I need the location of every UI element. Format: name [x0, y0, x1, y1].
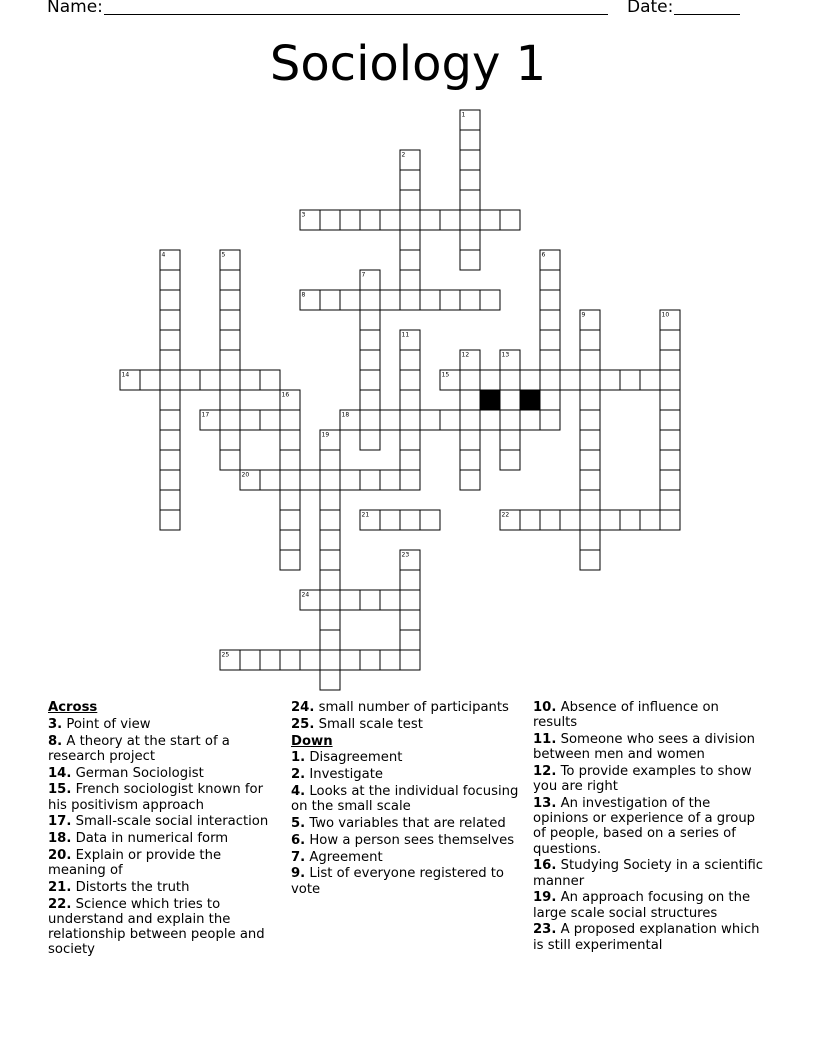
down-heading: Down	[291, 733, 333, 749]
grid-cell[interactable]	[400, 350, 420, 370]
clue-item	[291, 767, 521, 782]
clue-item-text: Distorts the truth	[71, 879, 190, 895]
grid-cell[interactable]	[580, 530, 600, 550]
grid-cell[interactable]	[460, 410, 480, 430]
grid-cell[interactable]	[540, 510, 560, 530]
grid-cell[interactable]	[340, 210, 360, 230]
clue-number: 8	[301, 291, 306, 299]
grid-cell[interactable]	[320, 570, 340, 590]
clue-item-number: 12.	[533, 764, 557, 779]
grid-cell[interactable]	[160, 330, 180, 350]
clue-number: 4	[161, 251, 166, 259]
grid-cell[interactable]	[500, 430, 520, 450]
clue-item	[291, 816, 521, 831]
clue-item-number: 11.	[533, 732, 557, 747]
clue-item-number: 17.	[48, 814, 72, 830]
clue-item-text: A theory at the start of a research project	[48, 733, 230, 764]
clue-item-number: 9.	[291, 866, 306, 882]
grid-cell[interactable]	[260, 470, 280, 490]
clue-item-text: Disagreement	[305, 750, 403, 766]
grid-cell[interactable]	[200, 370, 220, 390]
grid-cell[interactable]	[660, 350, 680, 370]
grid-cell[interactable]	[280, 410, 300, 430]
grid-cell[interactable]	[320, 590, 340, 610]
grid-cell[interactable]	[380, 410, 400, 430]
clue-number: 22	[501, 511, 510, 519]
grid-cell[interactable]	[400, 610, 420, 630]
grid-cell[interactable]	[400, 290, 420, 310]
clue-number: 1	[461, 111, 466, 119]
grid-cell[interactable]	[240, 410, 260, 430]
grid-cell[interactable]	[480, 370, 500, 390]
clue-item	[48, 831, 278, 846]
clue-item	[48, 782, 278, 812]
clue-item-text: Point of view	[62, 716, 151, 732]
grid-cell[interactable]	[660, 370, 680, 390]
grid-cell[interactable]	[560, 510, 580, 530]
clue-item-number: 10.	[533, 700, 557, 715]
grid-cell[interactable]	[400, 430, 420, 450]
clue-item-number: 16.	[533, 858, 557, 874]
clue-item-number: 24.	[291, 700, 315, 715]
clue-number: 11	[401, 331, 410, 339]
grid-cell[interactable]	[600, 510, 620, 530]
grid-cell[interactable]	[320, 610, 340, 630]
grid-cell[interactable]	[460, 250, 480, 270]
clue-item-number: 19.	[533, 890, 557, 906]
grid-cell[interactable]	[320, 290, 340, 310]
grid-cell[interactable]	[160, 410, 180, 430]
grid-cell[interactable]	[320, 650, 340, 670]
grid-cell[interactable]	[660, 470, 680, 490]
clue-item	[48, 717, 278, 732]
grid-cell[interactable]	[220, 310, 240, 330]
clue-item-text: Studying Society in a scientific manner	[533, 858, 763, 889]
clue-number: 15	[441, 371, 450, 379]
grid-block	[520, 390, 540, 410]
clue-item-text: Science which tries to understand and explain the relationship between people and society	[48, 896, 265, 958]
grid-cell[interactable]	[460, 370, 480, 390]
clue-item-number: 14.	[48, 765, 72, 781]
grid-cell[interactable]	[660, 410, 680, 430]
grid-cell[interactable]	[580, 550, 600, 570]
grid-cell[interactable]	[380, 470, 400, 490]
grid-cell[interactable]	[360, 430, 380, 450]
clue-item-number: 1.	[291, 750, 306, 766]
clue-number: 13	[501, 351, 510, 359]
grid-cell[interactable]	[260, 410, 280, 430]
clue-item-text: How a person sees themselves	[305, 832, 515, 848]
grid-cell[interactable]	[660, 490, 680, 510]
clue-item-number: 8.	[48, 733, 63, 749]
grid-cell[interactable]	[500, 390, 520, 410]
clue-number: 21	[361, 511, 370, 519]
grid-cell[interactable]	[220, 290, 240, 310]
grid-cell[interactable]	[220, 350, 240, 370]
grid-cell[interactable]	[400, 470, 420, 490]
grid-cell[interactable]	[340, 650, 360, 670]
clues-section	[0, 700, 816, 1000]
grid-cell[interactable]	[400, 390, 420, 410]
clue-item-number: 5.	[291, 815, 306, 831]
date-label: Date:	[627, 0, 674, 17]
grid-cell[interactable]	[400, 170, 420, 190]
grid-cell[interactable]	[220, 450, 240, 470]
grid-cell[interactable]	[420, 290, 440, 310]
clue-number: 17	[201, 411, 210, 419]
grid-cell[interactable]	[480, 290, 500, 310]
grid-cell[interactable]	[260, 370, 280, 390]
grid-cell[interactable]	[320, 630, 340, 650]
grid-cell[interactable]	[540, 270, 560, 290]
clue-item-text: Small-scale social interaction	[71, 814, 269, 830]
grid-cell[interactable]	[360, 590, 380, 610]
grid-cell[interactable]	[540, 410, 560, 430]
clue-item	[533, 922, 767, 952]
grid-cell[interactable]	[580, 450, 600, 470]
clue-item-text: Explain or provide the meaning of	[48, 847, 222, 879]
grid-cell[interactable]	[280, 650, 300, 670]
grid-cell[interactable]	[360, 330, 380, 350]
grid-cell[interactable]	[400, 270, 420, 290]
grid-cell[interactable]	[280, 470, 300, 490]
grid-cell[interactable]	[460, 470, 480, 490]
grid-cell[interactable]	[580, 350, 600, 370]
grid-cell[interactable]	[400, 590, 420, 610]
clue-item	[291, 866, 521, 896]
grid-cell[interactable]	[360, 470, 380, 490]
clue-item-number: 2.	[291, 767, 306, 783]
grid-cell[interactable]	[220, 330, 240, 350]
grid-cell[interactable]	[600, 370, 620, 390]
grid-cell[interactable]	[360, 410, 380, 430]
grid-cell[interactable]	[540, 310, 560, 330]
grid-cell[interactable]	[220, 430, 240, 450]
grid-cell[interactable]	[360, 290, 380, 310]
grid-cell[interactable]	[360, 390, 380, 410]
grid-cell[interactable]	[380, 290, 400, 310]
grid-cell[interactable]	[540, 330, 560, 350]
grid-cell[interactable]	[400, 570, 420, 590]
grid-cell[interactable]	[240, 370, 260, 390]
grid-cell[interactable]	[160, 290, 180, 310]
grid-cell[interactable]	[380, 590, 400, 610]
clue-item-number: 21.	[48, 879, 72, 895]
clue-item-text: Data in numerical form	[71, 831, 229, 847]
grid-cell[interactable]	[160, 510, 180, 530]
grid-cell[interactable]	[520, 510, 540, 530]
clue-item	[291, 700, 521, 715]
grid-cell[interactable]	[580, 510, 600, 530]
grid-cell[interactable]	[580, 430, 600, 450]
grid-cell[interactable]	[360, 650, 380, 670]
clue-item	[291, 717, 521, 732]
grid-cell[interactable]	[160, 390, 180, 410]
grid-cell[interactable]	[220, 410, 240, 430]
clue-item-text: Small scale test	[314, 716, 423, 732]
clue-item-text: Someone who sees a division between men and women	[533, 732, 755, 763]
clue-item-text: French sociologist known for his positivism approach	[48, 782, 264, 813]
clue-item	[533, 700, 767, 730]
grid-cell[interactable]	[440, 210, 460, 230]
grid-cell[interactable]	[380, 210, 400, 230]
clue-item-text: small number of participants	[314, 700, 509, 715]
grid-block	[480, 390, 500, 410]
clue-number: 7	[361, 271, 366, 279]
grid-cell[interactable]	[320, 450, 340, 470]
grid-cell[interactable]	[320, 470, 340, 490]
grid-cell[interactable]	[540, 290, 560, 310]
grid-cell[interactable]	[400, 650, 420, 670]
clue-number: 23	[401, 551, 410, 559]
clue-item	[48, 848, 278, 878]
grid-cell[interactable]	[540, 390, 560, 410]
grid-cell[interactable]	[560, 370, 580, 390]
grid-cell[interactable]	[320, 210, 340, 230]
grid-cell[interactable]	[640, 510, 660, 530]
grid-cell[interactable]	[500, 410, 520, 430]
grid-cell[interactable]	[340, 470, 360, 490]
grid-cell[interactable]	[440, 410, 460, 430]
clue-item	[291, 784, 521, 814]
grid-cell[interactable]	[460, 430, 480, 450]
clue-item-number: 7.	[291, 849, 306, 865]
grid-cell[interactable]	[220, 370, 240, 390]
grid-cell[interactable]	[660, 330, 680, 350]
grid-cell[interactable]	[280, 510, 300, 530]
grid-cell[interactable]	[460, 290, 480, 310]
grid-cell[interactable]	[620, 370, 640, 390]
grid-cell[interactable]	[360, 210, 380, 230]
clue-item-text: A proposed explanation which is still experimental	[533, 922, 760, 953]
grid-cell[interactable]	[580, 490, 600, 510]
grid-cell[interactable]	[620, 510, 640, 530]
grid-cell[interactable]	[280, 530, 300, 550]
grid-cell[interactable]	[580, 390, 600, 410]
clue-item-number: 18.	[48, 831, 72, 847]
grid-cell[interactable]	[320, 530, 340, 550]
clue-item	[533, 890, 767, 920]
grid-cell[interactable]	[500, 370, 520, 390]
grid-cell[interactable]	[480, 410, 500, 430]
clue-item	[291, 850, 521, 865]
clue-number: 9	[581, 311, 586, 319]
clue-number: 6	[541, 251, 546, 259]
grid-cell[interactable]	[420, 210, 440, 230]
clue-number: 19	[321, 431, 330, 439]
clues-column-3	[533, 700, 767, 954]
grid-cell[interactable]	[220, 270, 240, 290]
grid-cell[interactable]	[280, 430, 300, 450]
grid-cell[interactable]	[280, 550, 300, 570]
clue-item-number: 4.	[291, 783, 306, 799]
grid-cell[interactable]	[660, 450, 680, 470]
grid-cell[interactable]	[460, 130, 480, 150]
grid-cell[interactable]	[540, 370, 560, 390]
across-heading: Across	[48, 700, 98, 715]
clue-item-text: Investigate	[305, 767, 383, 783]
grid-cell[interactable]	[140, 370, 160, 390]
grid-cell[interactable]	[520, 370, 540, 390]
grid-cell[interactable]	[280, 490, 300, 510]
grid-cell[interactable]	[460, 150, 480, 170]
clue-item	[291, 833, 521, 848]
clue-number: 16	[281, 391, 290, 399]
grid-cell[interactable]	[160, 490, 180, 510]
clue-item-number: 25.	[291, 716, 315, 732]
grid-cell[interactable]	[160, 310, 180, 330]
grid-cell[interactable]	[400, 410, 420, 430]
grid-cell[interactable]	[420, 410, 440, 430]
clues-column-2	[291, 700, 521, 898]
grid-cell[interactable]	[520, 410, 540, 430]
grid-cell[interactable]	[400, 190, 420, 210]
grid-cell[interactable]	[340, 290, 360, 310]
grid-cell[interactable]	[400, 510, 420, 530]
page-title: Sociology 1	[269, 36, 547, 92]
grid-cell[interactable]	[460, 190, 480, 210]
clue-item	[533, 764, 767, 794]
clue-number: 14	[121, 371, 130, 379]
grid-cell[interactable]	[160, 370, 180, 390]
clue-item	[533, 732, 767, 762]
clue-item-text: Absence of influence on results	[533, 700, 719, 731]
grid-cell[interactable]	[360, 370, 380, 390]
clue-item	[533, 796, 767, 857]
clue-item-number: 22.	[48, 896, 72, 912]
grid-cell[interactable]	[460, 390, 480, 410]
grid-cell[interactable]	[460, 170, 480, 190]
clue-item	[48, 897, 278, 958]
clue-item-text: Two variables that are related	[305, 815, 506, 831]
clue-item	[48, 880, 278, 895]
clue-item-number: 6.	[291, 832, 306, 848]
grid-cell[interactable]	[360, 310, 380, 330]
grid-cell[interactable]	[460, 210, 480, 230]
grid-cell[interactable]	[160, 450, 180, 470]
clue-item-number: 23.	[533, 922, 557, 938]
grid-cell[interactable]	[480, 210, 500, 230]
grid-cell[interactable]	[660, 430, 680, 450]
grid-cell[interactable]	[380, 510, 400, 530]
clue-item-number: 20.	[48, 847, 72, 863]
clue-item-text: To provide examples to show you are right	[533, 764, 752, 795]
clue-number: 3	[301, 211, 306, 219]
grid-cell[interactable]	[660, 390, 680, 410]
grid-cell[interactable]	[500, 450, 520, 470]
clue-number: 2	[401, 151, 406, 159]
clue-item-number: 15.	[48, 782, 72, 798]
clue-number: 18	[341, 411, 350, 419]
clue-item	[48, 766, 278, 781]
clue-item-text: German Sociologist	[71, 765, 204, 781]
clue-item-text: Agreement	[305, 849, 383, 865]
grid-cell[interactable]	[160, 350, 180, 370]
grid-cell[interactable]	[180, 370, 200, 390]
grid-cell[interactable]	[440, 290, 460, 310]
grid-cell[interactable]	[300, 470, 320, 490]
clues-column-1	[48, 700, 278, 959]
grid-cell[interactable]	[300, 650, 320, 670]
grid-cell[interactable]	[320, 550, 340, 570]
clue-number: 20	[241, 471, 250, 479]
grid-cell[interactable]	[400, 370, 420, 390]
clue-item-number: 3.	[48, 716, 63, 732]
grid-cell[interactable]	[320, 490, 340, 510]
grid-cell[interactable]	[400, 250, 420, 270]
clue-item-text: An approach focusing on the large scale social structures	[533, 890, 751, 921]
clue-item-text: Looks at the individual focusing on the small scale	[291, 783, 519, 815]
grid-cell[interactable]	[460, 450, 480, 470]
grid-cell[interactable]	[580, 370, 600, 390]
grid-cell[interactable]	[420, 510, 440, 530]
clue-number: 25	[221, 651, 230, 659]
grid-cell[interactable]	[360, 350, 380, 370]
grid-cell[interactable]	[580, 470, 600, 490]
grid-cell[interactable]	[340, 590, 360, 610]
grid-cell[interactable]	[320, 510, 340, 530]
grid-cell[interactable]	[540, 350, 560, 370]
grid-cell[interactable]	[400, 450, 420, 470]
clue-item	[48, 734, 278, 764]
grid-cell[interactable]	[400, 230, 420, 250]
grid-cell[interactable]	[380, 650, 400, 670]
grid-cell[interactable]	[280, 450, 300, 470]
grid-cell[interactable]	[320, 670, 340, 690]
clue-item	[291, 750, 521, 765]
grid-cell[interactable]	[580, 410, 600, 430]
name-label: Name:	[47, 0, 103, 17]
grid-cell[interactable]	[400, 210, 420, 230]
clue-number: 5	[221, 251, 226, 259]
grid-cell[interactable]	[580, 330, 600, 350]
grid-cell[interactable]	[160, 470, 180, 490]
clue-item	[48, 814, 278, 829]
grid-cell[interactable]	[240, 650, 260, 670]
grid-cell[interactable]	[460, 230, 480, 250]
grid-cell[interactable]	[400, 630, 420, 650]
grid-cell[interactable]	[660, 510, 680, 530]
grid-cell[interactable]	[160, 430, 180, 450]
grid-cell[interactable]	[640, 370, 660, 390]
grid-cell[interactable]	[220, 390, 240, 410]
clue-item	[533, 858, 767, 888]
clue-number: 10	[661, 311, 670, 319]
grid-cell[interactable]	[260, 650, 280, 670]
clue-item-text: List of everyone registered to vote	[291, 866, 504, 897]
clue-item-number: 13.	[533, 796, 557, 811]
clue-item-text: An investigation of the opinions or experience of a group of people, based on a series of questions.	[533, 796, 756, 857]
grid-cell[interactable]	[500, 210, 520, 230]
clue-number: 24	[301, 591, 310, 599]
clue-number: 12	[461, 351, 470, 359]
grid-cell[interactable]	[160, 270, 180, 290]
